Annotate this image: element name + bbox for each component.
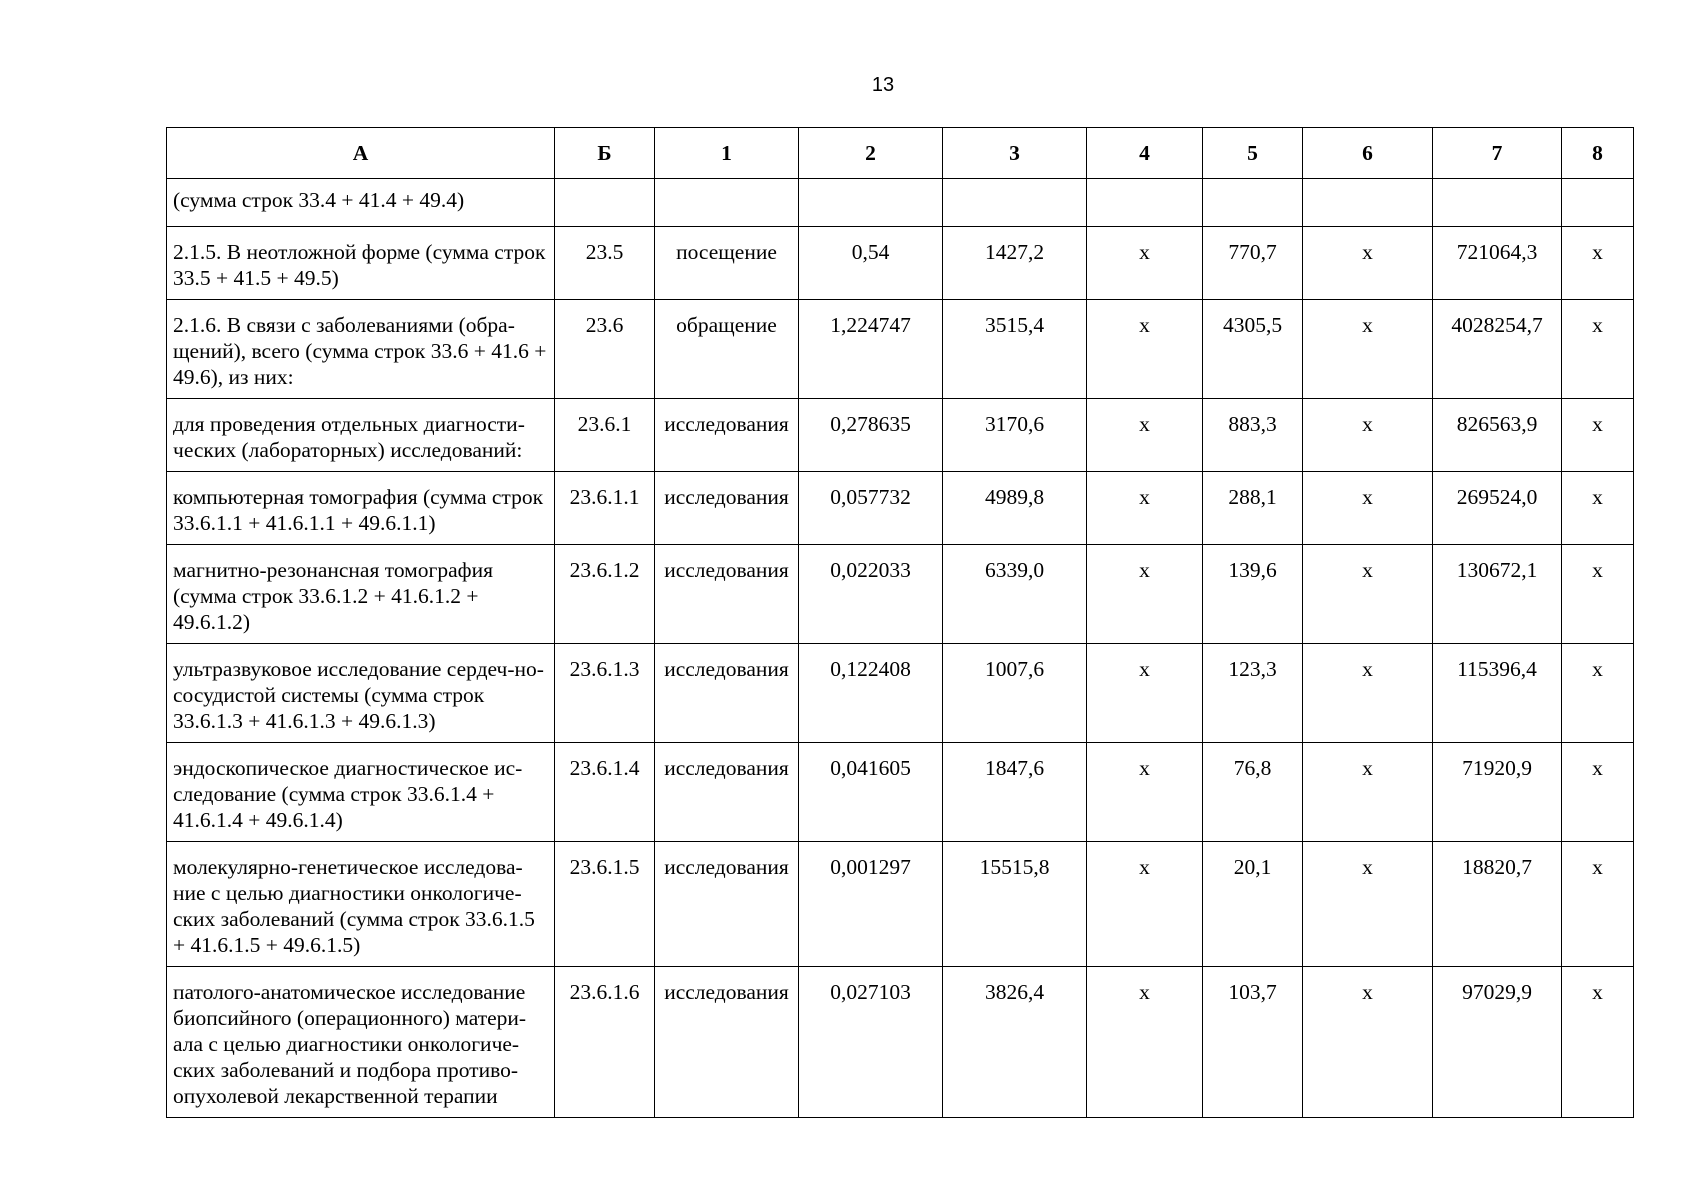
row-unit: исследования xyxy=(655,842,799,967)
row-unit xyxy=(655,179,799,227)
row-col-2: 0,122408 xyxy=(799,644,943,743)
row-col-8: х xyxy=(1562,300,1634,399)
row-unit: исследования xyxy=(655,545,799,644)
row-col-2: 1,224747 xyxy=(799,300,943,399)
header-row xyxy=(167,128,1634,179)
row-unit: исследования xyxy=(655,472,799,545)
row-col-6 xyxy=(1303,179,1433,227)
row-col-4: х xyxy=(1087,472,1203,545)
row-col-4: х xyxy=(1087,399,1203,472)
row-col-2: 0,041605 xyxy=(799,743,943,842)
row-col-6: х xyxy=(1303,399,1433,472)
row-unit: исследования xyxy=(655,644,799,743)
row-line-number: 23.6.1 xyxy=(555,399,655,472)
row-col-7: 4028254,7 xyxy=(1433,300,1562,399)
row-col-5: 770,7 xyxy=(1203,227,1303,300)
row-col-2: 0,027103 xyxy=(799,967,943,1118)
row-description: ультразвуковое исследование сердеч-но-сосудистой системы (сумма строк 33.6.1.3 + 41.6.1.3 + 49.6.1.3) xyxy=(167,644,555,743)
row-unit: обращение xyxy=(655,300,799,399)
table-row xyxy=(167,743,1634,842)
row-col-6: х xyxy=(1303,644,1433,743)
column-header-6: 6 xyxy=(1303,128,1433,179)
row-col-3: 4989,8 xyxy=(943,472,1087,545)
row-description: для проведения отдельных диагности-ческих (лабораторных) исследований: xyxy=(167,399,555,472)
row-line-number: 23.6.1.1 xyxy=(555,472,655,545)
row-col-7: 269524,0 xyxy=(1433,472,1562,545)
row-col-7: 71920,9 xyxy=(1433,743,1562,842)
table-row xyxy=(167,967,1634,1118)
row-line-number: 23.6 xyxy=(555,300,655,399)
column-header-a: А xyxy=(167,128,555,179)
row-line-number: 23.6.1.3 xyxy=(555,644,655,743)
row-col-8 xyxy=(1562,179,1634,227)
row-col-3: 15515,8 xyxy=(943,842,1087,967)
row-col-7: 826563,9 xyxy=(1433,399,1562,472)
row-col-4: х xyxy=(1087,227,1203,300)
row-description: патолого-анатомическое исследование биопсийного (операционного) матери-ала с целью диагностики онкологиче-ских заболеваний и подбора противо-опухолевой лекарственной терапии xyxy=(167,967,555,1118)
row-description: молекулярно-генетическое исследова-ние с целью диагностики онкологиче-ских заболеваний (сумма строк 33.6.1.5 + 41.6.1.5 + 49.6.1.5) xyxy=(167,842,555,967)
row-line-number: 23.5 xyxy=(555,227,655,300)
row-col-8: х xyxy=(1562,743,1634,842)
row-unit: исследования xyxy=(655,967,799,1118)
row-line-number: 23.6.1.4 xyxy=(555,743,655,842)
row-col-5: 139,6 xyxy=(1203,545,1303,644)
row-col-3 xyxy=(943,179,1087,227)
row-col-8: х xyxy=(1562,545,1634,644)
row-col-8: х xyxy=(1562,842,1634,967)
data-table xyxy=(166,127,1634,1118)
table-row xyxy=(167,472,1634,545)
row-col-5 xyxy=(1203,179,1303,227)
table-row xyxy=(167,179,1634,227)
row-col-3: 6339,0 xyxy=(943,545,1087,644)
row-col-3: 1427,2 xyxy=(943,227,1087,300)
row-description: 2.1.6. В связи с заболеваниями (обра-щений), всего (сумма строк 33.6 + 41.6 + 49.6), из них: xyxy=(167,300,555,399)
column-header-3: 3 xyxy=(943,128,1087,179)
row-col-2: 0,057732 xyxy=(799,472,943,545)
row-description: эндоскопическое диагностическое ис-следование (сумма строк 33.6.1.4 + 41.6.1.4 + 49.6.1.4) xyxy=(167,743,555,842)
table-row xyxy=(167,644,1634,743)
row-col-5: 288,1 xyxy=(1203,472,1303,545)
page-number: 13 xyxy=(871,74,895,96)
row-description: магнитно-резонансная томография (сумма строк 33.6.1.2 + 41.6.1.2 + 49.6.1.2) xyxy=(167,545,555,644)
row-col-5: 883,3 xyxy=(1203,399,1303,472)
row-col-2: 0,278635 xyxy=(799,399,943,472)
row-col-8: х xyxy=(1562,644,1634,743)
column-header-7: 7 xyxy=(1433,128,1562,179)
row-col-6: х xyxy=(1303,472,1433,545)
row-col-7: 115396,4 xyxy=(1433,644,1562,743)
row-col-4: х xyxy=(1087,743,1203,842)
table-row xyxy=(167,227,1634,300)
row-col-8: х xyxy=(1562,399,1634,472)
row-col-2: 0,022033 xyxy=(799,545,943,644)
column-header-8: 8 xyxy=(1562,128,1634,179)
row-col-7: 130672,1 xyxy=(1433,545,1562,644)
row-col-8: х xyxy=(1562,967,1634,1118)
row-unit: исследования xyxy=(655,743,799,842)
column-header-2: 2 xyxy=(799,128,943,179)
row-col-5: 20,1 xyxy=(1203,842,1303,967)
row-col-6: х xyxy=(1303,842,1433,967)
row-col-7: 97029,9 xyxy=(1433,967,1562,1118)
row-col-7: 721064,3 xyxy=(1433,227,1562,300)
row-line-number xyxy=(555,179,655,227)
row-col-6: х xyxy=(1303,227,1433,300)
row-unit: исследования xyxy=(655,399,799,472)
row-col-6: х xyxy=(1303,743,1433,842)
row-line-number: 23.6.1.5 xyxy=(555,842,655,967)
row-unit: посещение xyxy=(655,227,799,300)
row-col-4: х xyxy=(1087,545,1203,644)
row-col-6: х xyxy=(1303,967,1433,1118)
row-col-3: 3515,4 xyxy=(943,300,1087,399)
row-description: 2.1.5. В неотложной форме (сумма строк 33.5 + 41.5 + 49.5) xyxy=(167,227,555,300)
row-col-6: х xyxy=(1303,545,1433,644)
row-description: компьютерная томография (сумма строк 33.6.1.1 + 41.6.1.1 + 49.6.1.1) xyxy=(167,472,555,545)
row-col-3: 3170,6 xyxy=(943,399,1087,472)
row-line-number: 23.6.1.2 xyxy=(555,545,655,644)
row-col-2 xyxy=(799,179,943,227)
row-col-2: 0,001297 xyxy=(799,842,943,967)
row-col-4: х xyxy=(1087,967,1203,1118)
row-col-7 xyxy=(1433,179,1562,227)
row-col-4: х xyxy=(1087,644,1203,743)
table-row xyxy=(167,842,1634,967)
column-header-5: 5 xyxy=(1203,128,1303,179)
row-line-number: 23.6.1.6 xyxy=(555,967,655,1118)
row-col-8: х xyxy=(1562,227,1634,300)
row-col-5: 4305,5 xyxy=(1203,300,1303,399)
row-col-6: х xyxy=(1303,300,1433,399)
column-header-4: 4 xyxy=(1087,128,1203,179)
column-header-b: Б xyxy=(555,128,655,179)
table-row xyxy=(167,399,1634,472)
table-row xyxy=(167,300,1634,399)
row-col-7: 18820,7 xyxy=(1433,842,1562,967)
row-col-4 xyxy=(1087,179,1203,227)
row-col-5: 123,3 xyxy=(1203,644,1303,743)
row-col-3: 3826,4 xyxy=(943,967,1087,1118)
row-col-5: 103,7 xyxy=(1203,967,1303,1118)
column-header-1: 1 xyxy=(655,128,799,179)
table-row xyxy=(167,545,1634,644)
table-body xyxy=(167,179,1634,1118)
row-col-2: 0,54 xyxy=(799,227,943,300)
row-col-3: 1847,6 xyxy=(943,743,1087,842)
row-col-4: х xyxy=(1087,842,1203,967)
row-col-8: х xyxy=(1562,472,1634,545)
row-col-3: 1007,6 xyxy=(943,644,1087,743)
row-col-4: х xyxy=(1087,300,1203,399)
row-description: (сумма строк 33.4 + 41.4 + 49.4) xyxy=(167,179,555,227)
row-col-5: 76,8 xyxy=(1203,743,1303,842)
